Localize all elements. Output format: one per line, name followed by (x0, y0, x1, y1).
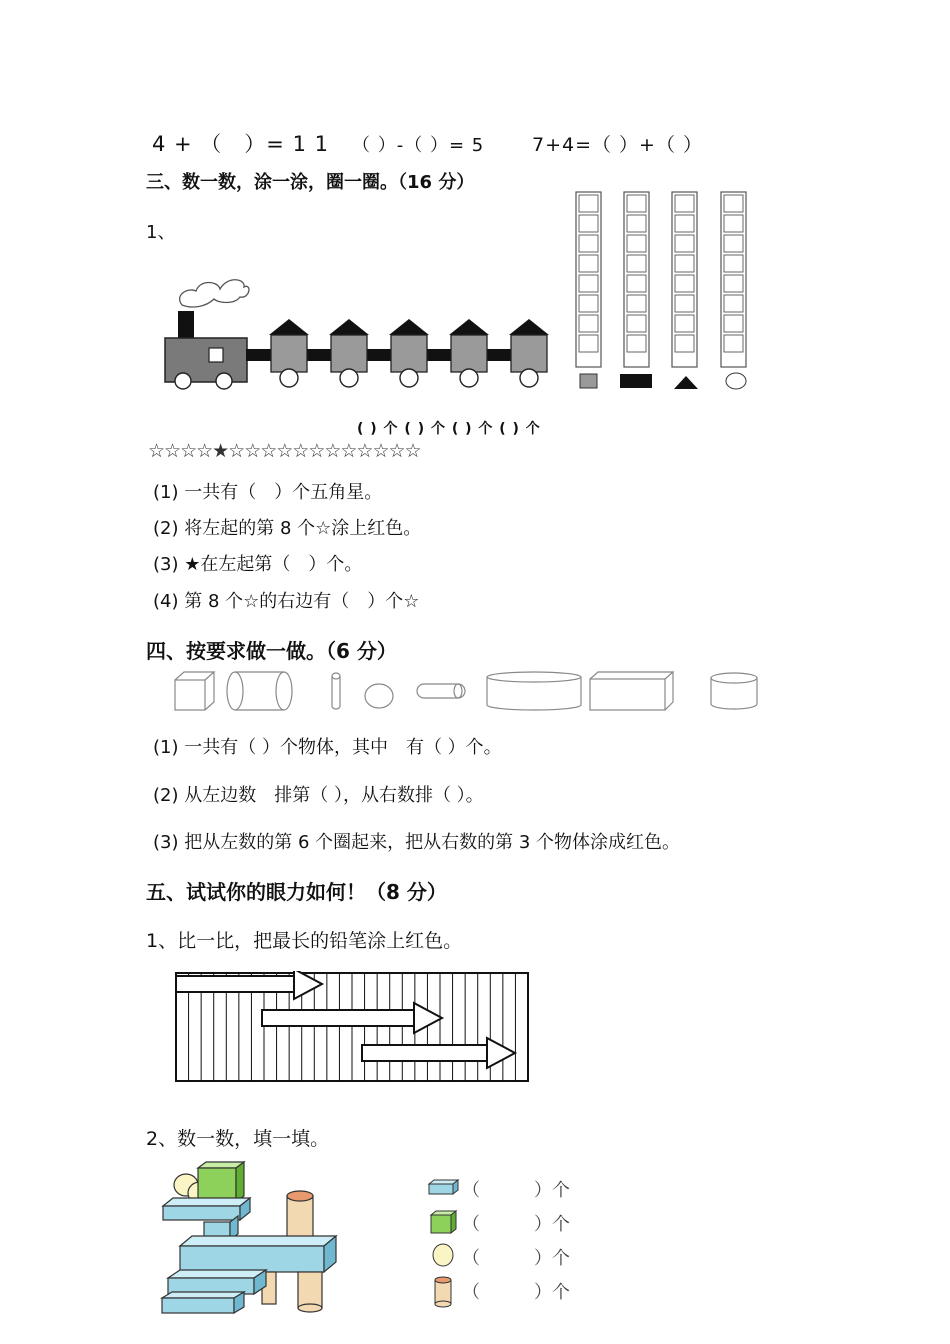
train-car (449, 319, 489, 387)
train-car (509, 319, 549, 387)
fill-row-4: （ ）个 (462, 1282, 570, 1303)
middle-slab (180, 1236, 336, 1272)
count-cell[interactable] (579, 235, 598, 252)
fill-row-2: （ ）个 (462, 1214, 570, 1235)
count-cell[interactable] (579, 195, 598, 212)
s3-item-1: (1) 一共有（ ）个五角星。 (153, 482, 383, 503)
count-column (576, 192, 601, 367)
count-cell[interactable] (627, 215, 646, 232)
thin-cylinder-shape (332, 673, 340, 709)
short-cylinder-shape (711, 673, 757, 709)
count-cell[interactable] (724, 255, 743, 272)
count-cell[interactable] (579, 215, 598, 232)
counting-columns (570, 188, 760, 398)
flat-cylinder-shape (487, 672, 581, 710)
train-car (329, 319, 369, 387)
count-column (624, 192, 649, 367)
pencil-grid (174, 971, 534, 1085)
smoke-cloud (180, 280, 249, 307)
count-cell[interactable] (724, 335, 743, 352)
count-blanks: ( ) 个 ( ) 个 ( ) 个 ( ) 个 (357, 421, 541, 437)
count-cell[interactable] (627, 255, 646, 272)
count-cell[interactable] (724, 235, 743, 252)
solid-shapes-row (170, 668, 770, 716)
cube-shape (175, 672, 214, 710)
s3-item-3: (3) ★在左起第（ ）个。 (153, 554, 363, 575)
fill-row-3: （ ）个 (462, 1248, 570, 1269)
q1-label: 1、 (146, 222, 176, 243)
square-marker-icon (580, 374, 597, 388)
count-cell[interactable] (579, 335, 598, 352)
circle-marker-icon (726, 373, 746, 389)
fill-row-1: （ ）个 (462, 1180, 570, 1201)
section-5-title: 五、试试你的眼力如何！（8 分） (146, 880, 447, 904)
count-cell[interactable] (675, 215, 694, 232)
count-cell[interactable] (675, 335, 694, 352)
yellow-ball-icon (433, 1244, 453, 1266)
count-cell[interactable] (724, 215, 743, 232)
lying-cylinder-shape (227, 672, 292, 710)
count-cell[interactable] (627, 295, 646, 312)
cuboid-shape (590, 672, 673, 710)
stars-row: ☆☆☆☆★☆☆☆☆☆☆☆☆☆☆☆☆ (148, 440, 421, 462)
bottom-block (162, 1292, 244, 1313)
s4-item-1: (1) 一共有（ ）个物体，其中 有（ ）个。 (153, 737, 502, 758)
legend-icons (426, 1176, 462, 1308)
count-cell[interactable] (579, 255, 598, 272)
count-cell[interactable] (724, 275, 743, 292)
count-cell[interactable] (675, 315, 694, 332)
count-cell[interactable] (724, 295, 743, 312)
s4-item-2: (2) 从左边数 排第（ ），从右数排（ ）。 (153, 785, 484, 806)
count-cell[interactable] (579, 315, 598, 332)
equation-1: 4 + （ ）= 1 1 (152, 132, 329, 156)
s5-q2: 2、数一数，填一填。 (146, 1128, 330, 1150)
count-cell[interactable] (724, 315, 743, 332)
chimney (178, 311, 194, 339)
capsule-shape (417, 684, 465, 698)
equation-3: 7+4=（ ）+（ ） (532, 134, 704, 156)
count-column (672, 192, 697, 367)
count-cell[interactable] (675, 255, 694, 272)
count-cell[interactable] (627, 335, 646, 352)
section-4-title: 四、按要求做一做。（6 分） (146, 639, 397, 663)
sphere-shape (365, 684, 393, 708)
count-cell[interactable] (627, 275, 646, 292)
equation-2: （ ）-（ ）= 5 (352, 135, 485, 156)
short-cylinder (298, 1272, 322, 1312)
count-cell[interactable] (724, 195, 743, 212)
rectangle-marker-icon (620, 374, 652, 388)
train-car (389, 319, 429, 387)
count-cell[interactable] (627, 195, 646, 212)
engine-window (209, 348, 223, 362)
train-illustration (160, 265, 560, 395)
engine-wheel (175, 373, 191, 389)
count-cell[interactable] (579, 275, 598, 292)
count-cell[interactable] (675, 295, 694, 312)
s4-item-3: (3) 把从左数的第 6 个圈起来，把从右数的第 3 个物体涂成红色。 (153, 832, 681, 853)
triangle-marker-icon (674, 376, 698, 389)
cylinder-icon (435, 1277, 451, 1307)
train-car (269, 319, 309, 387)
engine-wheel (216, 373, 232, 389)
s5-q1: 1、比一比，把最长的铅笔涂上红色。 (146, 930, 463, 952)
bottom-block (168, 1270, 266, 1294)
count-cell[interactable] (675, 235, 694, 252)
count-cell[interactable] (627, 235, 646, 252)
s3-item-4: (4) 第 8 个☆的右边有（ ）个☆ (153, 591, 420, 612)
section-3-title: 三、数一数，涂一涂，圈一圈。（16 分） (146, 172, 475, 193)
blue-block-icon (429, 1180, 458, 1194)
count-cell[interactable] (627, 315, 646, 332)
count-cell[interactable] (675, 195, 694, 212)
count-column (721, 192, 746, 367)
green-cube (198, 1162, 244, 1202)
count-cell[interactable] (675, 275, 694, 292)
count-cell[interactable] (579, 295, 598, 312)
s3-item-2: (2) 将左起的第 8 个☆涂上红色。 (153, 518, 422, 539)
green-cube-icon (431, 1211, 456, 1233)
block-tower (158, 1160, 348, 1318)
